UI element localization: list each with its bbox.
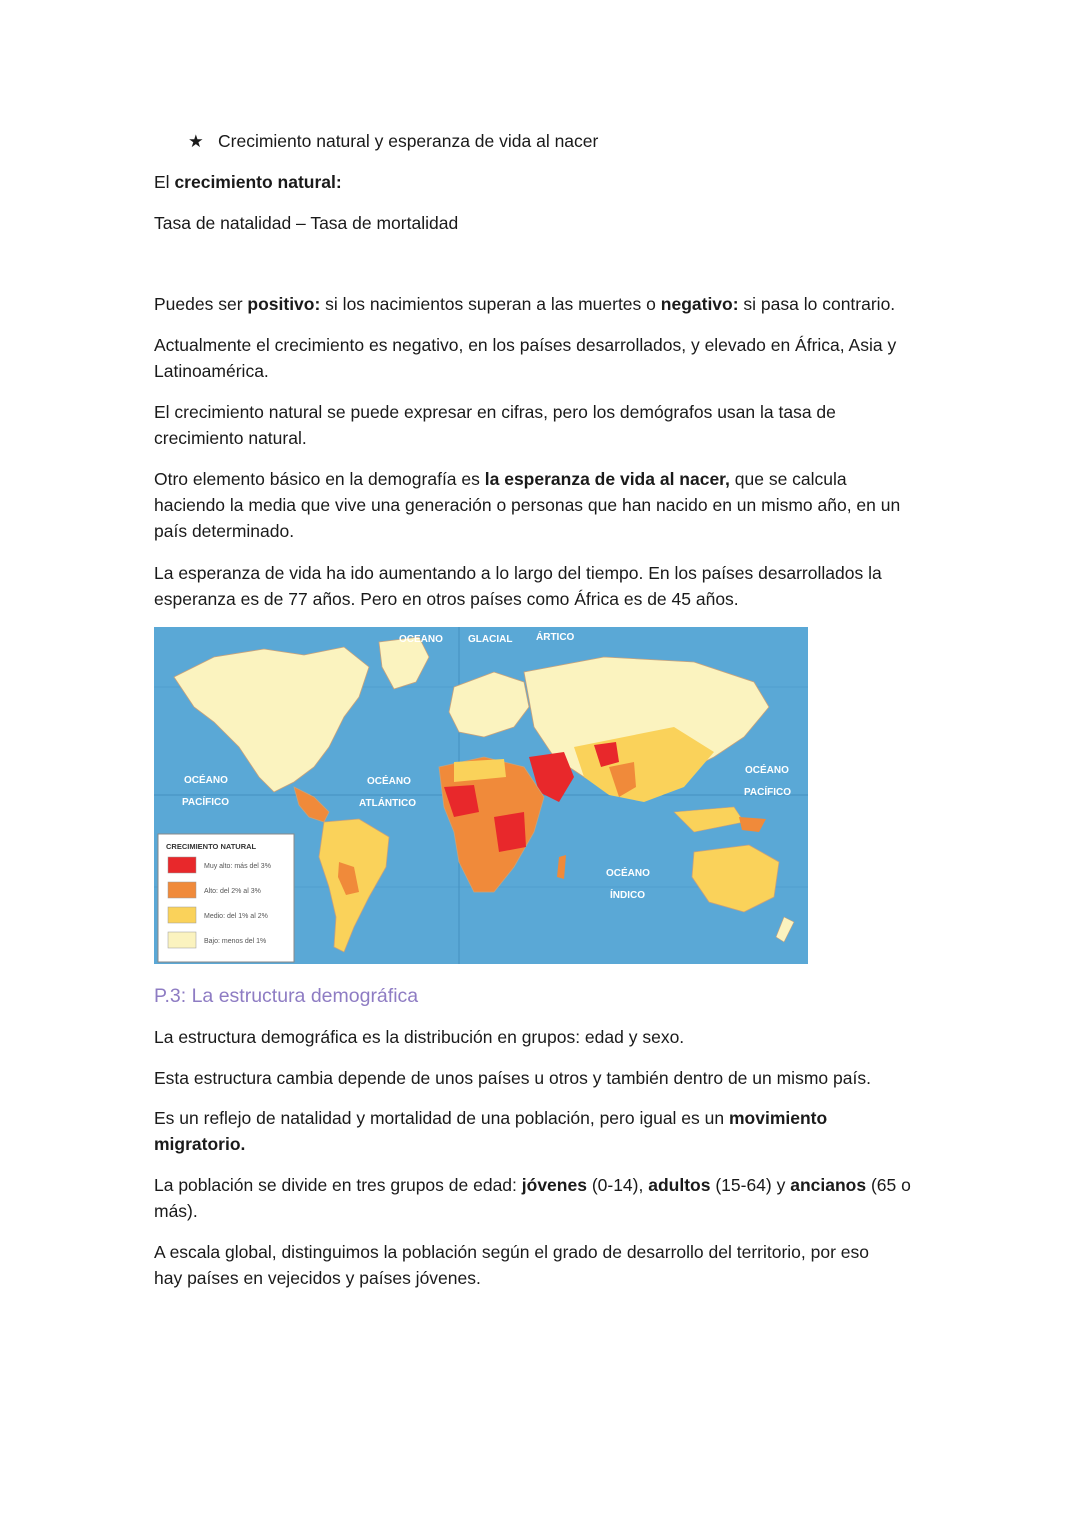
paragraph-life-expectancy-trend: La esperanza de vida ha ido aumentando a lo largo del tiempo. En los países desarrollados la esperanza es de 77 años. Pero en otros países como África es de 45 años.: [154, 563, 882, 609]
ocean-label: OCÉANO: [606, 868, 650, 879]
paragraph-structure-def: La estructura demográfica es la distribución en grupos: edad y sexo.: [154, 1027, 685, 1047]
intro-line: El crecimiento natural:: [154, 172, 342, 192]
paragraph-life-expectancy: Otro elemento básico en la demografía es la esperanza de vida al nacer, que se calcula haciendo la media que vive una generación o personas que han nacido en un mismo año, en un país determinado.: [154, 469, 901, 541]
paragraph-current-growth: Actualmente el crecimiento es negativo, en los países desarrollados, y elevado en África, Asia y Latinoamérica.: [154, 335, 897, 381]
legend-title: CRECIMIENTO NATURAL: [166, 842, 257, 851]
legend-swatch-high: [168, 882, 196, 898]
legend-label: Alto: del 2% al 3%: [204, 888, 261, 895]
world-map-natural-growth: [154, 627, 808, 964]
ocean-label: ATLÁNTICO: [359, 798, 417, 809]
ocean-label: OCEANO: [399, 634, 443, 645]
paragraph-structure-change: Esta estructura cambia depende de unos países u otros y también dentro de un mismo país.: [154, 1068, 871, 1088]
paragraph-sign: Puedes ser positivo: si los nacimientos superan a las muertes o negativo: si pasa lo contrario.: [154, 294, 896, 314]
ocean-label: GLACIAL: [468, 634, 513, 645]
legend-swatch-medium: [168, 907, 196, 923]
ocean-label: PACÍFICO: [182, 797, 230, 808]
legend-swatch-very-high: [168, 857, 196, 873]
legend-label: Medio: del 1% al 2%: [204, 913, 268, 920]
section-title: P.3: La estructura demográfica: [154, 985, 419, 1007]
africa-very-high-central: [494, 812, 526, 852]
star-bullet-icon: ★: [188, 131, 204, 151]
paragraph-age-groups: La población se divide en tres grupos de edad: jóvenes (0-14), adultos (15-64) y ancianos (65 o más).: [154, 1175, 911, 1221]
ocean-label: OCÉANO: [367, 776, 411, 787]
ocean-label: ÍNDICO: [610, 890, 645, 901]
ocean-label: ÁRTICO: [536, 632, 575, 643]
bullet-item: [188, 128, 598, 154]
paragraph-reflection: Es un reflejo de natalidad y mortalidad de una población, pero igual es un movimiento migratorio.: [154, 1108, 828, 1154]
legend-label: Muy alto: más del 3%: [204, 863, 271, 870]
paragraph-figures: El crecimiento natural se puede expresar en cifras, pero los demógrafos usan la tasa de crecimiento natural.: [154, 402, 836, 448]
ocean-label: OCÉANO: [745, 765, 789, 776]
formula-line: Tasa de natalidad – Tasa de mortalidad: [154, 213, 459, 233]
legend-label: Bajo: menos del 1%: [204, 938, 267, 945]
ocean-label: OCÉANO: [184, 775, 228, 786]
bullet-text: Crecimiento natural y esperanza de vida al nacer: [218, 131, 599, 151]
term-crecimiento-natural: crecimiento natural:: [174, 172, 342, 192]
ocean-label: PACÍFICO: [744, 787, 792, 798]
legend-swatch-low: [168, 932, 196, 948]
map-legend: [158, 834, 294, 962]
paragraph-global-scale: A escala global, distinguimos la población según el grado de desarrollo del territorio, por eso hay países en vejecidos y países jóvenes.: [154, 1242, 870, 1288]
